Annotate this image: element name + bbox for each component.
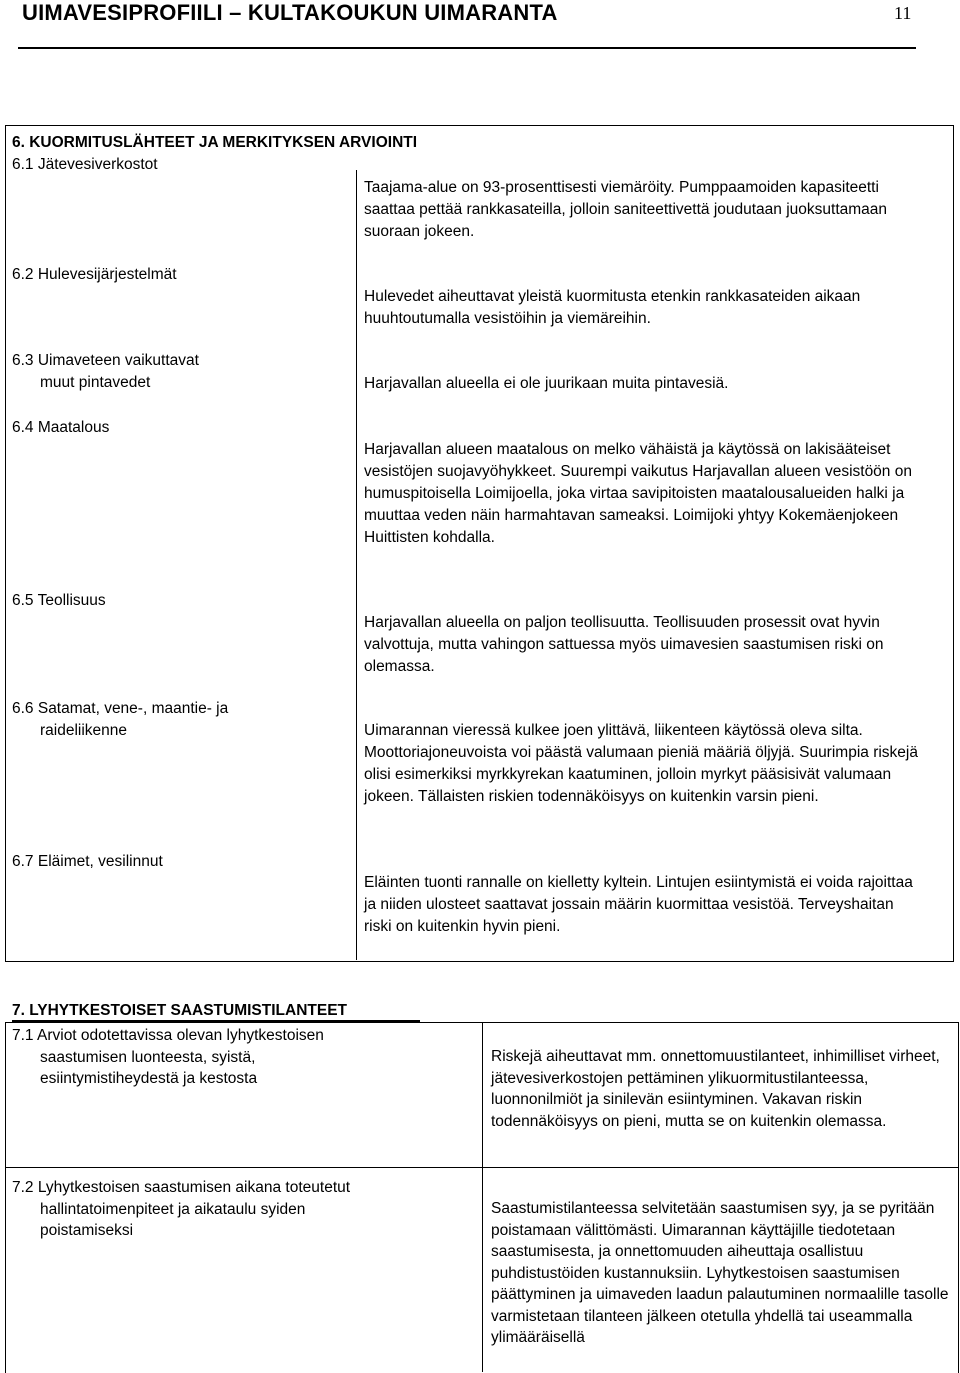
item-6-3-label: 6.3 Uimaveteen vaikuttavat [12,352,199,369]
item-6-1-label: 6.1 Jätevesiverkostot [12,156,158,173]
section-6-heading: 6. KUORMITUSLÄHTEET JA MERKITYKSEN ARVIOINTI [12,134,418,151]
row-7-2-label-first: 7.2 Lyhytkestoisen saastumisen aikana toteutetut [12,1179,351,1196]
item-6-4-text: Harjavallan alueen maatalous on melko vähäistä ja käytössä on lakisääteiset vesistöjen suojavyöhykkeet. Suurempi vaikutus Harjavallan alueen vesistöön on humuspitoisella Loimijoella, joka virtaa savipitoisten maatalousalueiden halki ja muuttaa veden näin harmahtavan sameaksi. Loimijoki yhtyy Kokemäenjokeen Huittisten kohdalla. [364,441,912,546]
item-6-3-label-cont: muut pintavedet [40,374,151,391]
row-7-2-text: Saastumistilanteessa selvitetään saastumisen syy, ja se pyritään poistamaan välittömästi. Uimarannan käyttäjille tiedotetaan saastumisesta, ja onnettomuuden aiheuttaja osallistuu puhdistustöiden kustannuksiin. Lyhytkestoisen saastumisen päättyminen ja uimaveden laadun palautuminen normaalille tasolle varmistetaan tilanteen jälkeen otetulla yhdellä tai useammalla ylimääräisellä [491,1200,949,1346]
section-6-divider [356,170,357,960]
row-7-1-text: Riskejä aiheuttavat mm. onnettomuustilanteet, inhimilliset virheet, jätevesiverkostojen pettäminen ylikuormitustilanteessa, luonnonilmiöt ja sinilevän esiintyminen. Vakavan riskin todennäköisyys on pieni, mutta se on kuitenkin olemassa. [491,1048,940,1130]
item-6-2-label: 6.2 Hulevesijärjestelmät [12,266,177,283]
row-7-1-label-rest: saastumisen luonteesta, syistä, esiintymistiheydestä ja kestosta [40,1048,258,1087]
row-7-1-label-first: 7.1 Arviot odotettavissa olevan lyhytkestoisen [12,1027,324,1044]
item-6-7-label: 6.7 Eläimet, vesilinnut [12,853,163,870]
header-rule [18,47,916,49]
item-6-5-label: 6.5 Teollisuus [12,592,106,609]
row-7-2-label [12,1177,472,1242]
document-header-title: UIMAVESIPROFIILI – KULTAKOUKUN UIMARANTA [22,0,558,25]
section-7-row-divider [5,1167,958,1168]
item-6-5-text: Harjavallan alueella on paljon teollisuutta. Teollisuuden prosessit ovat hyvin valvottuja, mutta vahingon sattuessa myös uimavesien saastumisen riski on olemassa. [364,614,884,675]
item-6-6-label: 6.6 Satamat, vene-, maantie- ja [12,700,229,717]
row-7-2-label-rest: hallintatoimenpiteet ja aikataulu syiden poistamiseksi [40,1200,306,1239]
section-7-heading: 7. LYHYTKESTOISET SAASTUMISTILANTEET [12,1002,348,1019]
item-6-2-text: Hulevedet aiheuttavat yleistä kuormitusta etenkin rankkasateiden aikaan huuhtoutumalla vesistöihin ja viemäreihin. [364,288,861,327]
item-6-6-text: Uimarannan vieressä kulkee joen ylittävä, liikenteen käytössä oleva silta. Moottoriajoneuvoista voi päästä valumaan pieniä määriä öljyjä. Suurimpia riskejä olisi esimerkiksi myrkkyrekan kaatuminen, jolloin myrkyt pääsisivät valumaan jokeen. Tällaisten riskien todennäköisyys on kuitenkin varsin pieni. [364,722,918,805]
item-6-1-text: Taajama-alue on 93-prosenttisesti viemäröity. Pumppaamoiden kapasiteetti saattaa pettää rankkasateilla, jolloin saniteettivettä joudutaan juoksuttamaan suoraan jokeen. [364,179,888,240]
item-6-4-label: 6.4 Maatalous [12,419,110,436]
item-6-6-label-cont: raideliikenne [40,722,128,739]
row-7-1-label [12,1025,472,1090]
page-number: 11 [894,3,912,23]
item-6-7-text: Eläinten tuonti rannalle on kielletty kyltein. Lintujen esiintymistä ei voida rajoittaa ja niiden ulosteet saattavat jossain määrin kuormittaa vesistöä. Terveyshaitan riski on kuitenkin hyvin pieni. [364,874,913,935]
section-7-column-divider [482,1022,483,1372]
item-6-3-text: Harjavallan alueella ei ole juurikaan muita pintavesiä. [364,375,729,392]
